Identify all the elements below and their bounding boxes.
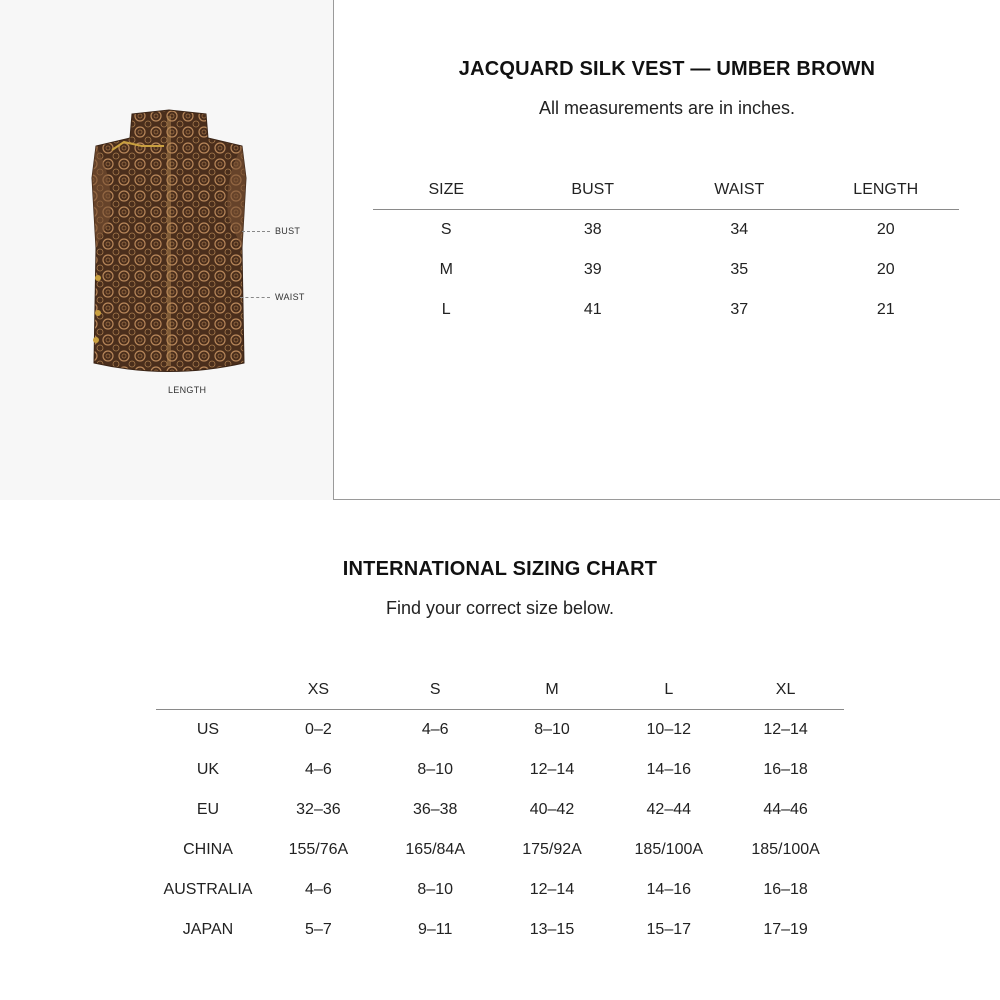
table-cell: 0–2	[305, 721, 332, 738]
table-cell: 13–15	[529, 921, 575, 938]
table-cell: 155/76A	[288, 841, 349, 858]
waist-guide-line	[240, 297, 270, 298]
table-row	[373, 250, 959, 290]
table-cell: 14–16	[646, 761, 692, 778]
table-row	[156, 790, 844, 830]
table-cell: 165/84A	[405, 841, 465, 858]
bust-label: BUST	[275, 226, 301, 236]
table-cell: 12–14	[529, 881, 575, 898]
table-cell: 38	[583, 221, 602, 238]
intl-chart-title: INTERNATIONAL SIZING CHART	[342, 558, 658, 580]
table-cell: 32–36	[296, 801, 341, 818]
table-row	[156, 870, 844, 910]
intl-chart-subtitle: Find your correct size below.	[385, 598, 615, 618]
table-cell: 14–16	[646, 881, 692, 898]
row-label: US	[196, 721, 220, 738]
row-label: AUSTRALIA	[163, 881, 253, 898]
header-cell: WAIST	[714, 180, 765, 198]
table-cell: 8–10	[534, 721, 570, 738]
header-cell: SIZE	[428, 180, 465, 198]
row-label: EU	[196, 801, 220, 818]
table-cell: 185/100A	[634, 841, 704, 858]
row-label: CHINA	[183, 841, 233, 858]
intl-size-table	[156, 670, 844, 950]
table-cell: 21	[876, 301, 895, 318]
length-label: LENGTH	[168, 385, 207, 395]
table-cell: 16–18	[763, 761, 808, 778]
table-cell: 8–10	[417, 761, 453, 778]
table-cell: 36–38	[412, 801, 458, 818]
table-cell: 5–7	[305, 921, 332, 938]
table-cell: 39	[583, 261, 602, 278]
table-cell: 34	[730, 221, 749, 238]
table-cell: S	[440, 221, 452, 238]
table-cell: 35	[730, 261, 749, 278]
table-cell: 40–42	[529, 801, 575, 818]
table-cell: 9–11	[417, 921, 453, 938]
table-cell: 4–6	[305, 761, 332, 778]
table-row	[373, 210, 959, 250]
table-cell: 185/100A	[751, 841, 820, 858]
table-cell: M	[439, 261, 453, 278]
table-row	[156, 710, 844, 750]
table-cell: 37	[730, 301, 749, 318]
table-cell: 12–14	[529, 761, 575, 778]
table-cell: 12–14	[763, 721, 808, 738]
product-title: JACQUARD SILK VEST — UMBER BROWN	[458, 58, 876, 80]
header-cell: M	[545, 680, 559, 698]
header-cell: S	[429, 680, 441, 698]
intl-table-header	[156, 670, 844, 710]
waist-label: WAIST	[275, 292, 305, 302]
table-cell: 44–46	[763, 801, 808, 818]
size-table	[373, 170, 959, 330]
table-cell: L	[441, 301, 451, 318]
size-table-header	[373, 170, 959, 210]
table-cell: 15–17	[646, 921, 692, 938]
table-row	[156, 910, 844, 950]
table-cell: 4–6	[305, 881, 332, 898]
bust-guide-line	[242, 231, 270, 232]
table-cell: 17–19	[763, 921, 808, 938]
table-row	[156, 750, 844, 790]
table-cell: 42–44	[646, 801, 692, 818]
table-row	[156, 830, 844, 870]
vest-image	[84, 108, 254, 380]
product-subtitle: All measurements are in inches.	[538, 98, 796, 118]
row-label: UK	[196, 761, 220, 778]
table-row	[373, 290, 959, 330]
table-cell: 20	[876, 261, 895, 278]
row-label: JAPAN	[182, 921, 234, 938]
header-cell: L	[664, 680, 674, 698]
table-cell: 16–18	[763, 881, 808, 898]
header-cell: BUST	[571, 180, 615, 198]
table-cell: 41	[583, 301, 602, 318]
table-cell: 175/92A	[522, 841, 582, 858]
table-cell: 10–12	[646, 721, 692, 738]
header-cell: XS	[307, 680, 330, 698]
table-cell: 4–6	[421, 721, 449, 738]
table-cell: 8–10	[417, 881, 453, 898]
table-cell: 20	[876, 221, 895, 238]
header-cell: LENGTH	[853, 180, 919, 198]
header-cell: XL	[775, 680, 796, 698]
product-image-panel	[0, 0, 334, 500]
